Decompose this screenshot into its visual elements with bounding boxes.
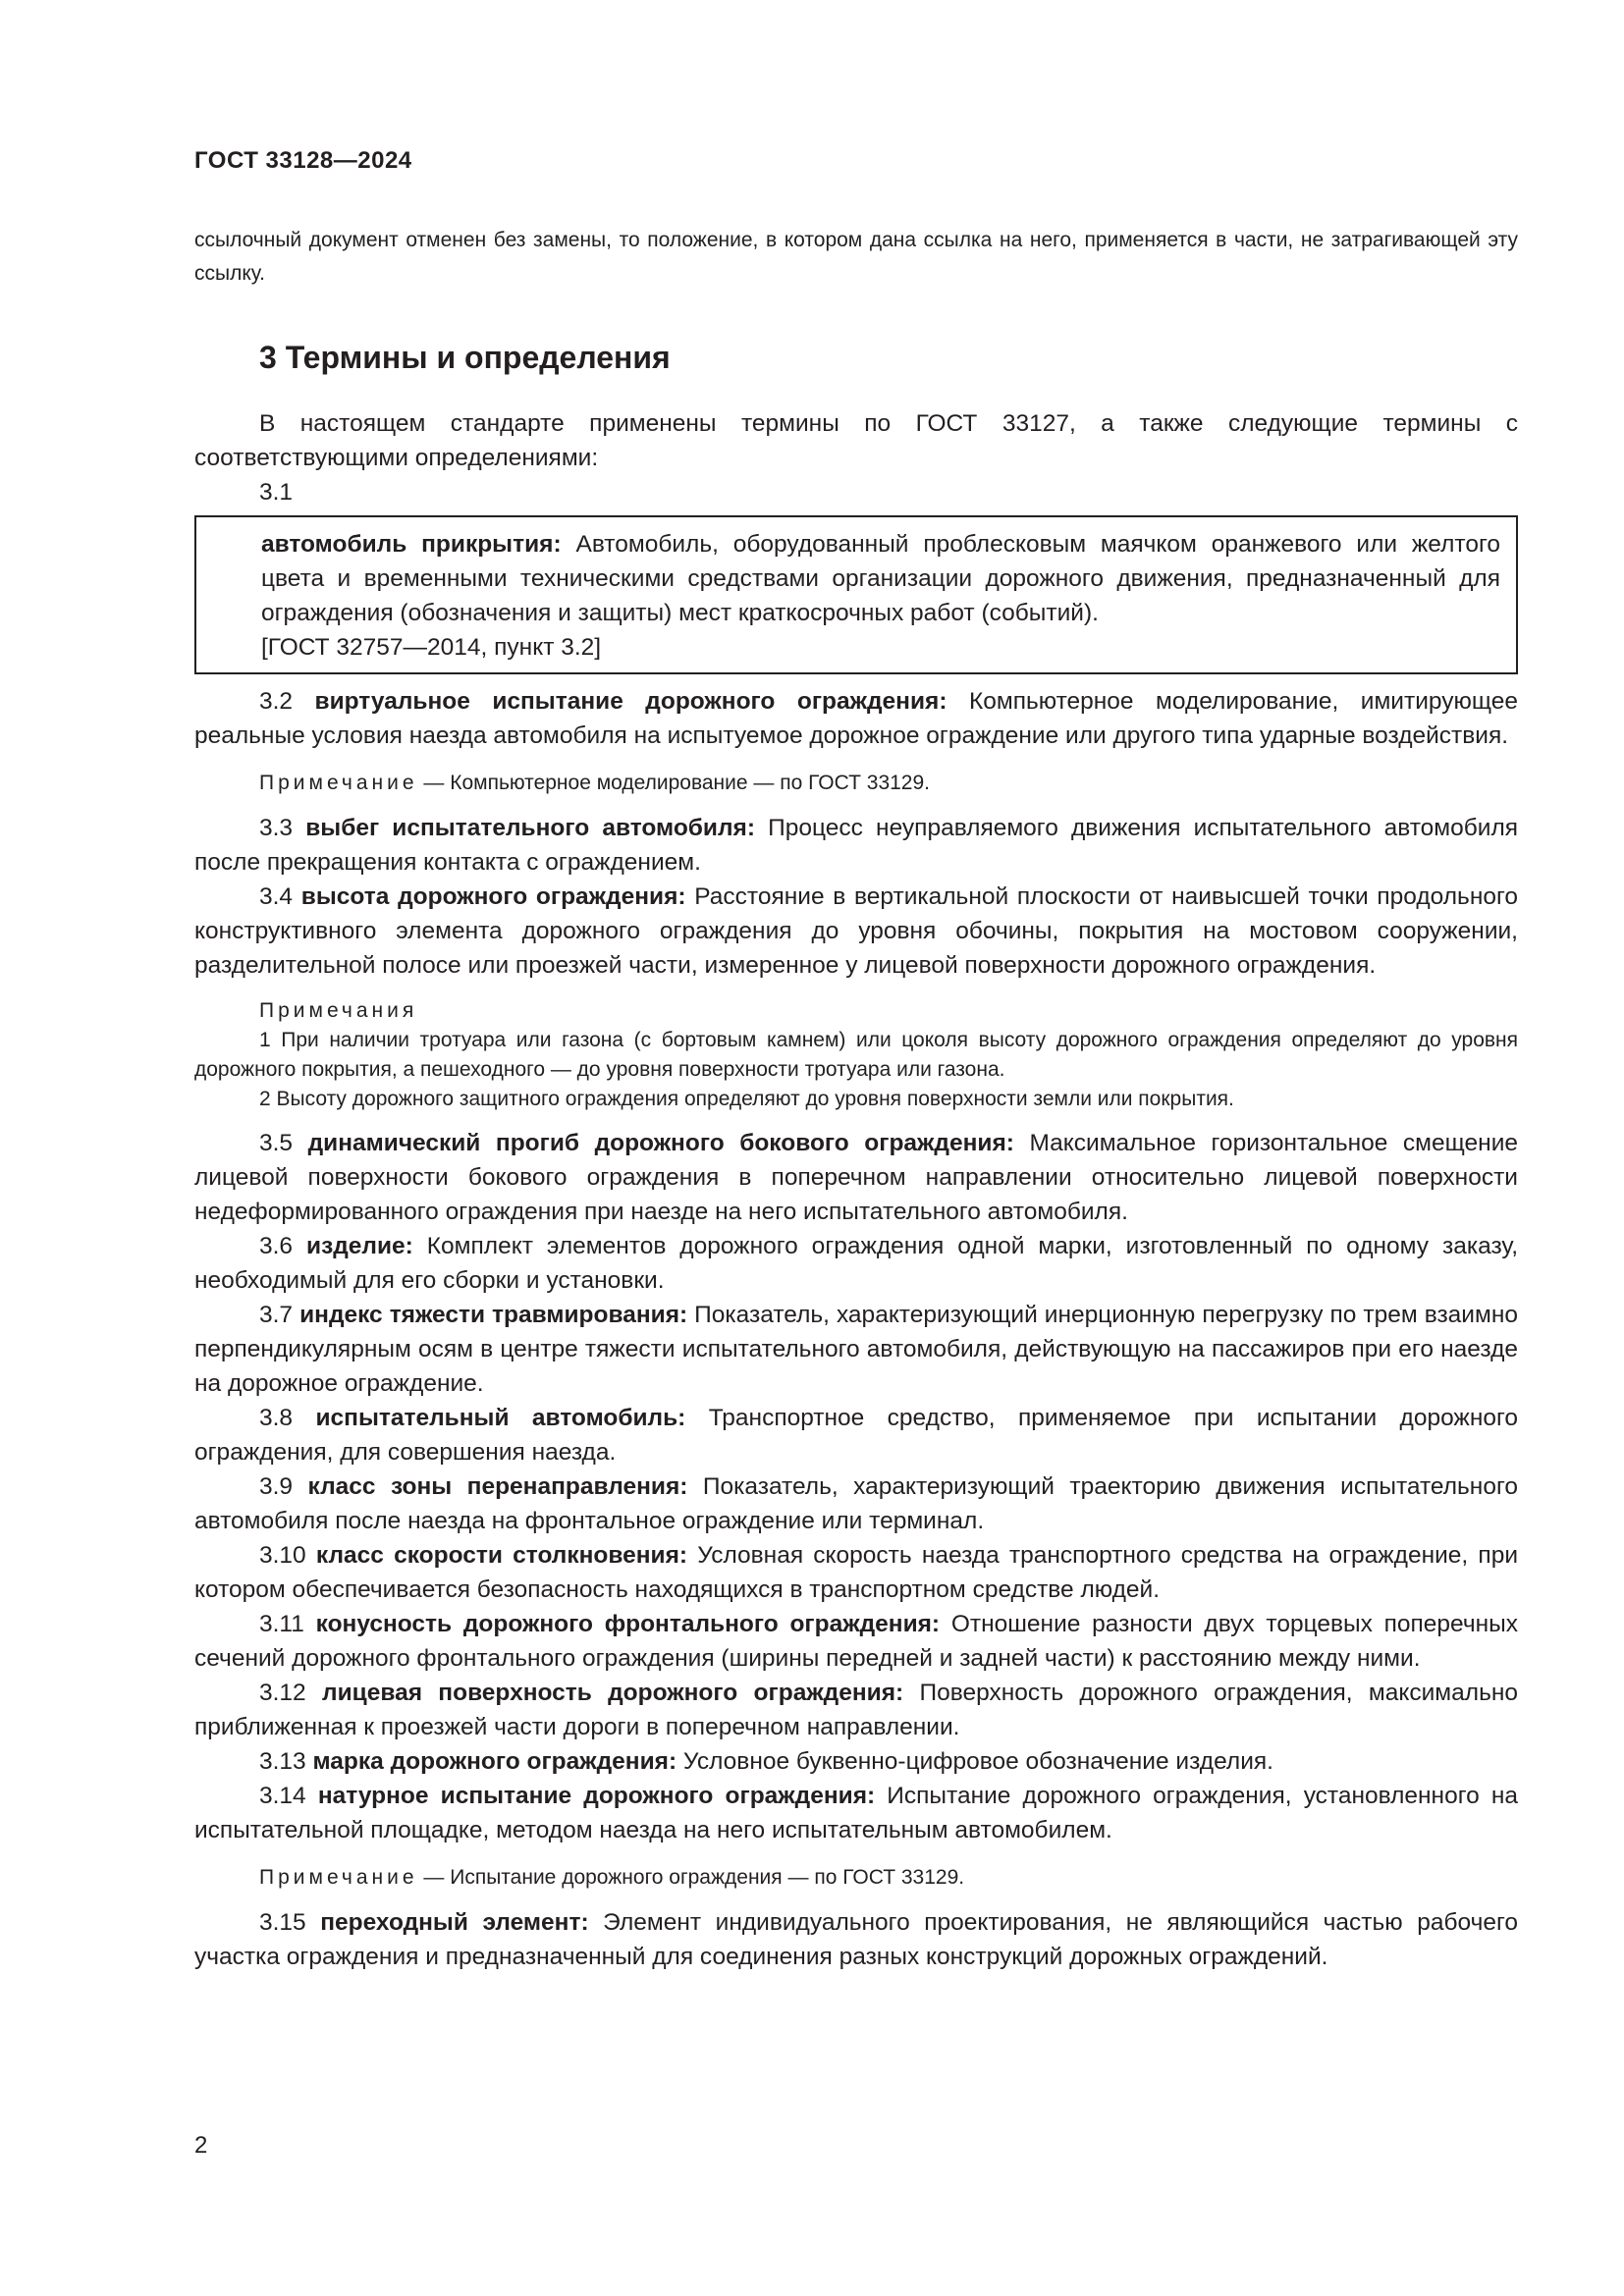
term-definition bbox=[194, 684, 1518, 753]
notes-label: Примечания bbox=[259, 999, 418, 1022]
note-text: — Испытание дорожного ограждения — по ГОСТ 33129. bbox=[417, 1866, 965, 1889]
term-number: 3.15 bbox=[259, 1909, 306, 1936]
term-number: 3.3 bbox=[259, 815, 294, 841]
term-number: 3.5 bbox=[259, 1130, 294, 1156]
term-definition bbox=[194, 1538, 1518, 1607]
term-number: 3.9 bbox=[259, 1473, 294, 1500]
term-definition-text: Отношение разности двух торцевых поперечных сечений дорожного фронтального ограждения (ширины передней и задней части) к расстоянию между ними. bbox=[194, 1611, 1518, 1672]
term-name: испытательный автомобиль: bbox=[315, 1405, 686, 1431]
note-item: 1 При наличии тротуара или газона (с бортовым камнем) или цоколя высоту дорожного ограждения определяют до уровня дорожного покрытия, а пешеходного — до уровня поверхности тротуара или газона. bbox=[194, 1029, 1518, 1081]
term-name: класс зоны перенаправления: bbox=[307, 1473, 688, 1500]
term-definition-text: Поверхность дорожного ограждения, максимально приближенная к проезжей части дороги в поперечном направлении. bbox=[194, 1680, 1518, 1740]
term-definition bbox=[261, 527, 1500, 630]
term-name: автомобиль прикрытия: bbox=[261, 531, 562, 558]
term-definition-text: Показатель, характеризующий инерционную перегрузку по трем взаимно перпендикулярным осям в центре тяжести испытательного автомобиля, действующую на пассажиров при его наезде на дорожное ограждение. bbox=[194, 1302, 1518, 1397]
term-definition bbox=[194, 1744, 1518, 1779]
term-name: лицевая поверхность дорожного ограждения: bbox=[322, 1680, 904, 1706]
term-number: 3.1 bbox=[259, 479, 294, 506]
quoted-term-box bbox=[194, 515, 1518, 674]
term-definition-text: Показатель, характеризующий траекторию движения испытательного автомобиля после наезда на фронтальное ограждение или терминал. bbox=[194, 1473, 1518, 1534]
term-name: конусность дорожного фронтального ограждения: bbox=[315, 1611, 941, 1637]
term-definition bbox=[194, 811, 1518, 880]
term-definition-text: Условное буквенно-цифровое обозначение изделия. bbox=[677, 1748, 1273, 1775]
term-number: 3.11 bbox=[259, 1611, 304, 1637]
term-name: переходный элемент: bbox=[320, 1909, 589, 1936]
term-definition bbox=[194, 1401, 1518, 1469]
term-definition-text: Условная скорость наезда транспортного средства на ограждение, при котором обеспечивается безопасность находящихся в транспортном средстве людей. bbox=[194, 1542, 1518, 1603]
term-definition-text: Автомобиль, оборудованный проблесковым маячком оранжевого или желтого цвета и временными техническими средствами организации дорожного движения, предназначенный для ограждения (обозначения и защиты) мест краткосрочных работ (событий). bbox=[261, 531, 1500, 626]
term-definition-text: Компьютерное моделирование, имитирующее реальные условия наезда автомобиля на испытуемое дорожное ограждение или другого типа ударные воздействия. bbox=[194, 688, 1519, 749]
term-definition-text: Максимальное горизонтальное смещение лицевой поверхности бокового ограждения в поперечном направлении относительно лицевой поверхности недеформированного ограждения при наезде на него испытательного автомобиля. bbox=[194, 1130, 1519, 1225]
note bbox=[194, 767, 1518, 799]
term-reference: [ГОСТ 32757—2014, пункт 3.2] bbox=[261, 634, 602, 661]
term-definition bbox=[194, 1905, 1518, 1974]
term-definition bbox=[194, 1126, 1518, 1229]
term-number: 3.7 bbox=[259, 1302, 294, 1328]
term-number: 3.12 bbox=[259, 1680, 306, 1706]
term-name: выбег испытательного автомобиля: bbox=[305, 815, 756, 841]
note-label: Примечание bbox=[259, 1866, 418, 1889]
term-definition-text: Комплект элементов дорожного ограждения одной марки, изготовленный по одному заказу, необходимый для его сборки и установки. bbox=[194, 1233, 1519, 1294]
term-definition bbox=[194, 1298, 1518, 1401]
section-lead: В настоящем стандарте применены термины по ГОСТ 33127, а также следующие термины с соответствующими определениями: bbox=[194, 410, 1518, 471]
term-number: 3.8 bbox=[259, 1405, 294, 1431]
term-definition-text: Элемент индивидуального проектирования, не являющийся частью рабочего участка ограждения и предназначенный для соединения разных конструкций дорожных ограждений. bbox=[194, 1909, 1518, 1970]
note-item: 2 Высоту дорожного защитного ограждения определяют до уровня поверхности земли или покрытия. bbox=[259, 1088, 1234, 1110]
term-name: индекс тяжести травмирования: bbox=[299, 1302, 688, 1328]
term-number: 3.4 bbox=[259, 883, 294, 910]
note-text: — Компьютерное моделирование — по ГОСТ 33129. bbox=[417, 772, 930, 794]
term-definition bbox=[194, 1469, 1518, 1538]
term-name: высота дорожного ограждения: bbox=[300, 883, 686, 910]
term-definition-text: Испытание дорожного ограждения, установленного на испытательной площадке, методом наезда на него испытательным автомобилем. bbox=[194, 1783, 1519, 1843]
term-number: 3.10 bbox=[259, 1542, 306, 1569]
section-body bbox=[194, 406, 1518, 1974]
term-name: натурное испытание дорожного ограждения: bbox=[317, 1783, 876, 1809]
term-name: виртуальное испытание дорожного ограждения: bbox=[314, 688, 947, 715]
term-name: марка дорожного ограждения: bbox=[312, 1748, 677, 1775]
term-name: динамический прогиб дорожного бокового ограждения: bbox=[307, 1130, 1014, 1156]
intro-paragraph: ссылочный документ отменен без замены, то положение, в котором дана ссылка на него, применяется в части, не затрагивающей эту ссылку. bbox=[194, 229, 1518, 285]
term-definition-text: Транспортное средство, применяемое при испытании дорожного ограждения, для совершения наезда. bbox=[194, 1405, 1518, 1466]
page-number: 2 bbox=[194, 2132, 208, 2159]
term-name: изделие: bbox=[306, 1233, 413, 1259]
term-number: 3.13 bbox=[259, 1748, 306, 1775]
term-definition bbox=[194, 1676, 1518, 1744]
term-name: класс скорости столкновения: bbox=[315, 1542, 688, 1569]
term-number: 3.2 bbox=[259, 688, 294, 715]
term-number: 3.14 bbox=[259, 1783, 306, 1809]
term-definition bbox=[194, 1779, 1518, 1847]
document-header: ГОСТ 33128—2024 bbox=[194, 147, 412, 174]
note bbox=[194, 1861, 1518, 1894]
section-title: 3 Термины и определения bbox=[259, 340, 671, 375]
term-number: 3.6 bbox=[259, 1233, 294, 1259]
term-definition-text: Расстояние в вертикальной плоскости от наивысшей точки продольного конструктивного элемента дорожного ограждения до уровня обочины, покрытия на мостовом сооружении, разделительной полосе или проезжей части, измеренное у лицевой поверхности дорожного ограждения. bbox=[194, 883, 1519, 979]
term-definition bbox=[194, 1607, 1518, 1676]
term-definition-text: Процесс неуправляемого движения испытательного автомобиля после прекращения контакта с ограждением. bbox=[194, 815, 1519, 876]
term-definition bbox=[194, 880, 1518, 983]
note-label: Примечание bbox=[259, 772, 418, 794]
term-definition bbox=[194, 1229, 1518, 1298]
